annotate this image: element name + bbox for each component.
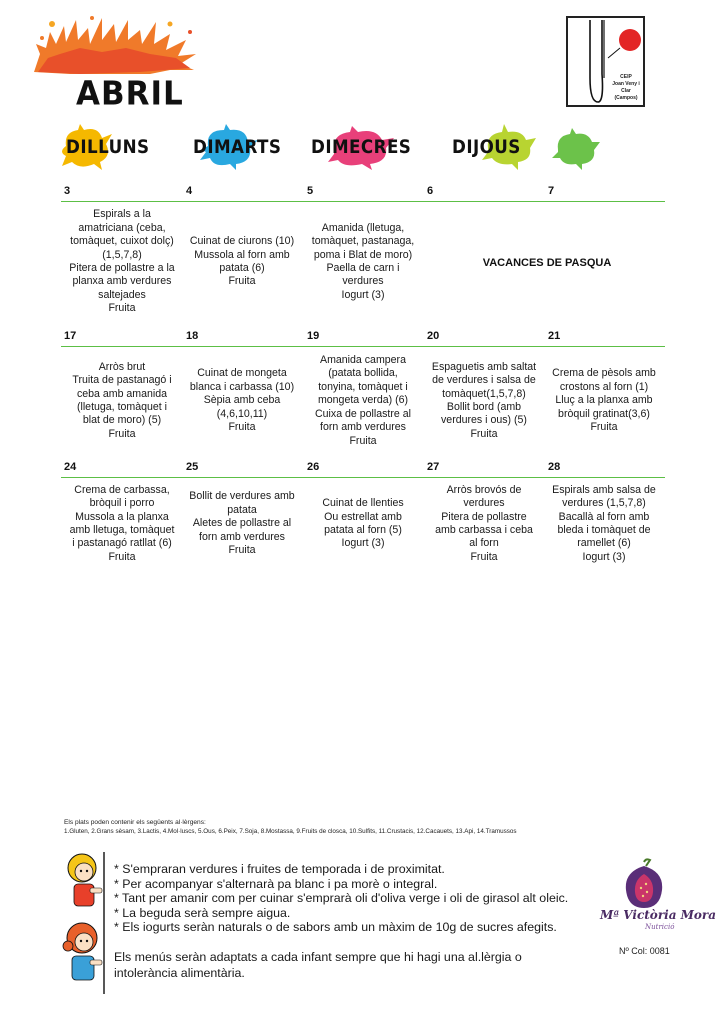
day-label-dimarts: DIMARTS xyxy=(193,136,282,158)
allergens-title: Els plats poden contenir els següents al·lèrgens: xyxy=(64,819,206,826)
date-number: 17 xyxy=(64,330,77,342)
menu-cell: Bollit de verdures amb patata Aletes de pollastre al forn amb verdures Fruita xyxy=(189,490,295,557)
date-row xyxy=(61,456,665,478)
date-number: 6 xyxy=(427,185,434,197)
day-label-dilluns: DILLUNS xyxy=(66,136,150,158)
date-number: 19 xyxy=(307,330,320,342)
splash-green-icon xyxy=(550,124,602,170)
note-item: * S'empraran verdures i fruites de temporada i de proximitat. xyxy=(114,862,568,877)
menu-cell: Cuinat de mongeta blanca i carbassa (10) Sèpia amb ceba (4,6,10,11) Fruita xyxy=(189,367,295,434)
menu-cell: Amanida (lletuga, tomàquet, pastanaga, poma i Blat de moro) Paella de carn i verdures Iogurt (3) xyxy=(311,221,415,301)
paint-splash-header xyxy=(30,14,200,76)
date-number: 26 xyxy=(307,461,320,473)
date-number: 7 xyxy=(548,185,555,197)
menu-cell: Cuinat de llenties Ou estrellat amb patata al forn (5) Iogurt (3) xyxy=(322,497,404,550)
notes-list xyxy=(114,862,568,935)
menu-cell: Crema de carbassa, bròquil i porro Mussola a la planxa amb lletuga, tomàquet i pastanagó ratllat (6) Fruita xyxy=(69,483,175,563)
menu-cell: Espirals amb salsa de verdures (1,5,7,8) Bacallà al forn amb bleda i tomàquet de ramellet (6) Iogurt (3) xyxy=(552,483,656,563)
menu-cell: Cuinat de ciurons (10) Mussola al forn amb patata (6) Fruita xyxy=(189,235,295,288)
date-row xyxy=(61,180,665,202)
date-number: 21 xyxy=(548,330,561,342)
date-number: 3 xyxy=(64,185,71,197)
note-item: * Tant per amanir com per cuinar s'emprarà oli d'oliva verge i oli de girasol alt oleic. xyxy=(114,891,568,906)
fig-logo-icon xyxy=(616,858,672,910)
menu-cell: Espaguetis amb saltat de verdures i salsa de tomàquet(1,5,7,8) Bollit bord (amb verdures i ous) (5) Fruita xyxy=(431,360,537,440)
date-number: 28 xyxy=(548,461,561,473)
date-number: 5 xyxy=(307,185,314,197)
menu-cell: Espirals a la amatriciana (ceba, tomàquet, cuixot dolç) (1,5,7,8) Pitera de pollastre a la planxa amb verdures saltejades Fruita xyxy=(69,208,175,315)
date-number: 25 xyxy=(186,461,199,473)
kids-illustration-icon xyxy=(60,846,108,996)
note-item: * La beguda serà sempre aigua. xyxy=(114,906,568,921)
note-item: * Per acompanyar s'alternarà pa blanc i pa morè o integral. xyxy=(114,877,568,892)
date-row xyxy=(61,325,665,347)
note-item: * Els iogurts seràn naturals o de sabors amb un màxim de 10g de sucres afegits. xyxy=(114,920,568,935)
day-label-dimecres: DIMECRES xyxy=(311,136,412,158)
date-number: 20 xyxy=(427,330,440,342)
nutritionist-name: Mª Victòria Mora xyxy=(600,908,717,922)
menu-cell: Crema de pèsols amb crostons al forn (1) Lluç a la planxa amb bròquil gratinat(3,6) Fruita xyxy=(552,367,656,434)
allergens-list: 1.Gluten, 2.Grans sèsam, 3.Lactis, 4.Mol·luscs, 5.Ous, 6.Peix, 7.Soja, 8.Mostassa, 9.Fruits de closca, 10.Sulfits, 11.Crustacis, 12.Cacauets, 13.Api, 14.Tramussos xyxy=(64,828,517,835)
date-number: 4 xyxy=(186,185,193,197)
school-logo xyxy=(566,16,645,107)
menu-cell: Arròs brovós de verdures Pitera de pollastre amb carbassa i ceba al forn Fruita xyxy=(435,483,533,563)
collegiate-number: Nº Col: 0081 xyxy=(619,946,670,956)
menu-cell: Arròs brut Truita de pastanagó i ceba amb amanida (lletuga, tomàquet i blat de moro) (5) Fruita xyxy=(72,360,172,440)
holiday-label: VACANCES DE PASQUA xyxy=(482,257,612,269)
nutritionist-subtitle: Nutrició xyxy=(645,923,675,931)
month-title: ABRIL xyxy=(76,75,184,113)
date-number: 18 xyxy=(186,330,199,342)
date-number: 27 xyxy=(427,461,440,473)
date-number: 24 xyxy=(64,461,77,473)
day-label-dijous: DIJOUS xyxy=(452,136,521,158)
footer-note: Els menús seràn adaptats a cada infant sempre que hi hagi una al.lèrgia o intolerància alimentària. xyxy=(114,950,522,980)
menu-cell: Amanida campera (patata bollida, tonyina, tomàquet i mongeta verda) (6) Cuixa de pollastre al forn amb verdures Fruita xyxy=(315,354,411,447)
school-logo-text: CEIP Joan Veny i Clar (Campos) xyxy=(612,74,640,101)
